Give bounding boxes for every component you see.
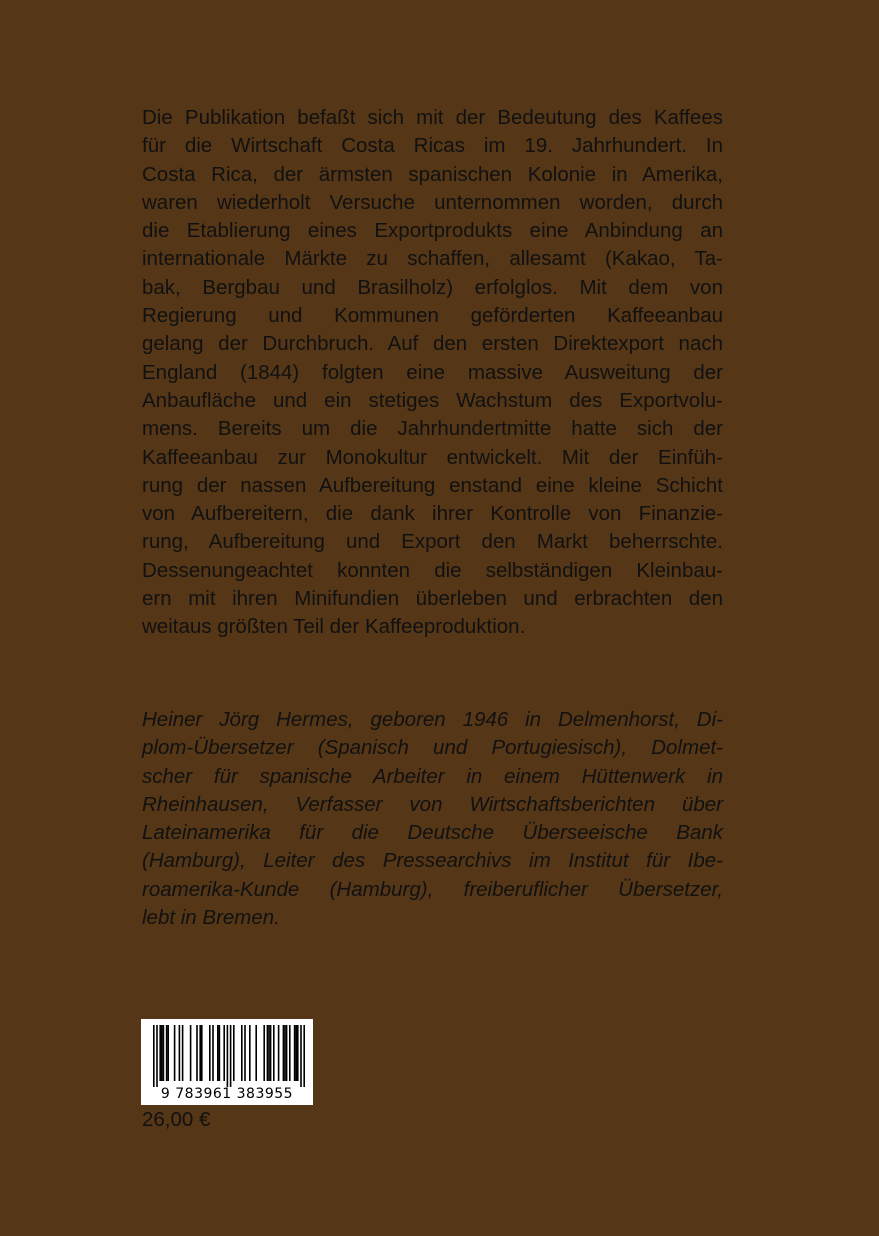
barcode-bar: [295, 1025, 297, 1081]
description-line: Dessenungeachtet konnten die selbständigen Kleinbau-: [142, 558, 723, 582]
barcode-bar: [286, 1025, 288, 1081]
barcode-bar: [249, 1025, 251, 1081]
barcode-bar: [196, 1025, 198, 1081]
barcode-bar: [255, 1025, 257, 1081]
barcode-bar: [182, 1025, 184, 1081]
barcode-bar: [166, 1025, 168, 1081]
barcode-bar: [297, 1025, 299, 1081]
barcode-bar: [167, 1025, 169, 1081]
isbn-number: 9 783961 383955: [160, 1086, 294, 1102]
bio-line: scher für spanische Arbeiter in einem Hüttenwerk in: [142, 764, 723, 788]
description-line: Die Publikation befaßt sich mit der Bedeutung des Kaffees: [142, 106, 723, 129]
bio-line: roamerika-Kunde (Hamburg), freiberuflicher Übersetzer,: [142, 877, 723, 901]
barcode-bar: [267, 1025, 269, 1081]
barcode-bar: [156, 1025, 158, 1087]
description-line: bak, Bergbau und Brasilholz) erfolglos. Mit dem von: [142, 275, 723, 299]
barcode-bar: [244, 1025, 246, 1081]
barcode-bar: [294, 1025, 296, 1081]
barcode-bar: [273, 1025, 275, 1081]
bio-line: plom-Übersetzer (Spanisch und Portugiesisch), Dolmet-: [142, 736, 723, 760]
barcode-bar: [303, 1025, 305, 1087]
barcode-bar: [300, 1025, 302, 1087]
bio-line: Lateinamerika für die Deutsche Überseeische Bank: [142, 821, 723, 845]
barcode-bar: [199, 1025, 201, 1081]
barcode-bar: [278, 1025, 280, 1081]
description-line: Costa Rica, der ärmsten spanischen Kolonie in Amerika,: [142, 162, 723, 186]
barcode-bar: [219, 1025, 221, 1081]
description-line: Kaffeeanbau zur Monokultur entwickelt. Mit der Einfüh-: [142, 445, 723, 469]
description-line: die Etablierung eines Exportprodukts eine Anbindung an: [142, 219, 723, 243]
description-line: Regierung und Kommunen geförderten Kaffeeanbau: [142, 304, 723, 328]
bio-line: Rheinhausen, Verfasser von Wirtschaftsberichten über: [142, 792, 723, 816]
barcode-bar: [159, 1025, 161, 1081]
bio-line: Heiner Jörg Hermes, geboren 1946 in Delmenhorst, Di-: [142, 708, 723, 731]
bio-line: (Hamburg), Leiter des Pressearchivs im Institut für Ibe-: [142, 849, 723, 873]
barcode-bar: [190, 1025, 192, 1081]
description-line: mens. Bereits um die Jahrhundertmitte hatte sich der: [142, 417, 723, 441]
barcode-bar: [174, 1025, 176, 1081]
barcode-bar: [212, 1025, 214, 1081]
barcode-bar: [233, 1025, 235, 1081]
barcode-bars: [141, 1019, 313, 1087]
barcode-bar: [270, 1025, 272, 1081]
barcode-bar: [230, 1025, 232, 1087]
barcode-bar: [283, 1025, 285, 1081]
barcode-bar: [263, 1025, 265, 1081]
barcode-bar: [161, 1025, 163, 1081]
description-line: England (1844) folgten eine massive Ausweitung der: [142, 360, 723, 384]
barcode-bar: [153, 1025, 155, 1087]
description-line: für die Wirtschaft Costa Ricas im 19. Jahrhundert. In: [142, 134, 723, 158]
price: 26,00 €: [142, 1108, 211, 1131]
barcode-bar: [163, 1025, 165, 1081]
barcode-bar: [217, 1025, 219, 1081]
description-line: weitaus größten Teil der Kaffeeproduktion.: [142, 615, 526, 639]
book-description: [142, 104, 723, 642]
description-line: rung der nassen Aufbereitung enstand eine kleine Schicht: [142, 473, 723, 497]
barcode-bar: [241, 1025, 243, 1081]
barcode-bar: [201, 1025, 203, 1081]
barcode-bar: [227, 1025, 229, 1087]
barcode-bar: [209, 1025, 211, 1081]
description-line: internationale Märkte zu schaffen, allesamt (Kakao, Ta-: [142, 247, 723, 271]
barcode-bar: [179, 1025, 181, 1081]
description-line: von Aufbereitern, die dank ihrer Kontrolle von Finanzie-: [142, 502, 723, 526]
description-line: rung, Aufbereitung und Export den Markt beherrschte.: [142, 530, 723, 554]
description-line: ern mit ihren Minifundien überleben und erbrachten den: [142, 587, 723, 611]
description-line: Anbaufläche und ein stetiges Wachstum des Exportvolu-: [142, 388, 723, 412]
bio-line: lebt in Bremen.: [142, 906, 280, 930]
barcode-bar: [289, 1025, 291, 1081]
description-line: gelang der Durchbruch. Auf den ersten Direktexport nach: [142, 332, 723, 356]
barcode-bar: [284, 1025, 286, 1081]
barcode-bar: [268, 1025, 270, 1081]
description-line: waren wiederholt Versuche unternommen worden, durch: [142, 190, 723, 214]
author-bio: [142, 706, 723, 932]
isbn-barcode: [141, 1019, 313, 1105]
barcode-bar: [223, 1025, 225, 1081]
